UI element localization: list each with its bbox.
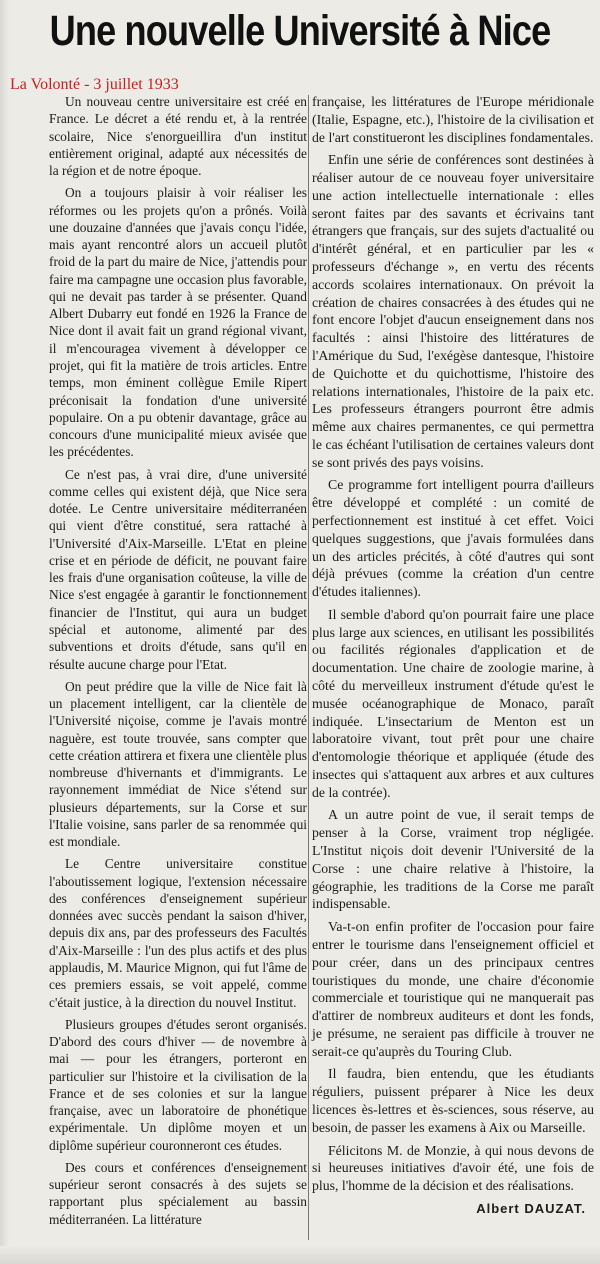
paragraph: On a toujours plaisir à voir réaliser les réformes ou les projets qu'on a prônés. Voilà une douzaine d'années que j'avais conçu l'idée, mais ayant rencontré alors un accueil plutôt froid de la part du maire de Nice, j'attendis pour faire ma campagne une occasion plus favorable, qui ne devait pas tarder à se présenter. Quand Albert Dubarry eut fondé en 1926 la France de Nice dont il avait fait un grand régional vivant, il m'encourageа vivement à développer ce projet, qui fit la matière de trois articles. Entre temps, mon éminent collègue Emile Ripert préconisait la fondation d'une université populaire. On a pu obtenir davantage, grâce au concours d'une municipalité mieux avisée que les précédentes. [49, 185, 307, 460]
paragraph: Ce n'est pas, à vrai dire, d'une université comme celles qui existent déjà, que Nice sera dotée. Le Centre universitaire méditerranéen qui vient d'être constitué, sera rattaché à l'Université d'Aix-Marseille. L'Etat en pleine crise et en période de déficit, ne pouvant faire les frais d'une organisation coûteuse, la ville de Nice s'est engagée à garantir le fonctionnement financier de l'Institut, qui aura un budget spécial et autonome, alimenté par des subventions et droits d'étude, sans qu'il en résulte aucune charge pour l'Etat. [49, 466, 307, 672]
paragraph: On peut prédire que la ville de Nice fait là un placement intelligent, car la clientèle de l'Université niçoise, comme je l'avais montré naguère, est toute trouvée, sans compter que cette création attirera et fixera une clientèle plus nombreuse d'hivernants et d'immigrants. Le rayonnement immédiat de Nice s'étend sur plusieurs départements, sur la Corse et sur l'Italie voisine, sans parler de sa renommée qui est mondiale. [49, 678, 307, 850]
right-column [312, 93, 594, 1218]
paragraph: Va-t-on enfin profiter de l'occasion pour faire entrer le tourisme dans l'enseignement officiel et pour créer, dans un des principaux centres touristiques du monde, une chaire d'économie commerciale et touristique qui ne manquerait pas d'attirer de nombreux auditeurs et dont les fonds, je présume, ne seraient pas difficile à trouver ne serait-ce qu'auprès du Touring Club. [312, 919, 594, 1059]
headline: Une nouvelle Université à Nice [49, 7, 551, 55]
paragraph: Le Centre universitaire constitue l'aboutissement logique, l'extension nécessaire des conférences d'enseignement supérieur données avec succès pendant la saison d'hiver, depuis dix ans, par des professeurs des Facultés d'Aix-Marseille : l'un des plus actifs et des plus applaudis, M. Maurice Mignon, qui fut l'âme de ces premiers essais, se voit appelé, comme c'était justice, à la direction du nouvel Institut. [49, 856, 307, 1010]
paragraph: Il semble d'abord qu'on pourrait faire une place plus large aux sciences, en utilisant les possibilités ou facilités régionales d'application et de documentation. Une chaire de zoologie marine, à côté du merveilleux instrument d'étude qu'est le musée océanographique de Monaco, paraît indiquée. L'insectarium de Menton est un laboratoire vivant, tout prêt pour une chaire d'entomologie théorique et appliquée (étude des insectes qui s'attaquent aux arbres et aux cultures de la contrée). [312, 606, 594, 800]
paragraph: Des cours et conférences d'enseignement supérieur seront consacrés à des sujets se rapportant plus spécialement au bassin méditerranéen. La littérature [49, 1159, 307, 1227]
paragraph: française, les littératures de l'Europe méridionale (Italie, Espagne, etc.), l'histoire de la civilisation et de l'art constitueront les disciplines fondamentales. [312, 94, 594, 145]
paragraph: Félicitons M. de Monzie, à qui nous devons de si heureuses initiatives d'avoir été, une fois de plus, l'homme de la décision et des réalisations. [312, 1142, 594, 1194]
author-signature: Albert DAUZAT. [476, 1200, 586, 1216]
source-note: La Volonté - 3 juillet 1933 [10, 76, 179, 93]
clipping-bottom-edge [0, 1246, 600, 1264]
paragraph: Plusieurs groupes d'études seront organisés. D'abord des cours d'hiver — de novembre à mai — pour les étrangers, porteront en particulier sur l'histoire et la civilisation de la France et de ses colonies et sur la langue française, avec un laboratoire de phonétique expérimentale. Un diplôme moyen et un diplôme supérieur couronneront ces études. [49, 1016, 307, 1153]
column-rule [308, 95, 309, 1240]
paragraph: Enfin une série de conférences sont destinées à réaliser autour de ce nouveau foyer universitaire une action intellectuelle internationale : elles seront faites par des savants et écrivains tant étrangers que français, sur des sujets d'actualité ou d'intérêt général, et en particulier par les « professeurs d'échange », en vertu des récents accords scolaires internationaux. On prévoit la création de chaires consacrées à des études qui ne font encore l'objet d'aucun enseignement dans nos facultés : ainsi l'histoire des littératures de l'Amérique du Sud, l'exégèse dantesque, l'histoire de Quichotte et du quichottisme, l'histoire des relations internationales, l'histoire de la paix etc. Les professeurs étrangers pourront être admis même aux chaires permanentes, ce qui permettra le cas échéant l'utilisation de certaines valeurs dont se sont privés des pays voisins. [312, 152, 594, 470]
paragraph: Ce programme fort intelligent pourra d'ailleurs être développé et complété : un comité de perfectionnement est institué à cet effet. Voici quelques suggestions, que j'avais formulées dans un des articles précités, à côté d'autres qui sont déjà prévues (comme la création d'un centre d'études italiennes). [312, 477, 594, 600]
paragraph: Il faudra, bien entendu, que les étudiants réguliers, puissent préparer à Nice les deux licences ès-lettres et ès-sciences, sous réserve, au besoin, de passer les examens à Aix ou Marseille. [312, 1066, 594, 1135]
paragraph: Un nouveau centre universitaire est créé en France. Le décret a été rendu et, à la rentrée scolaire, Nice s'enorgueillira d'un institut entièrement original, adapté aux nécessités de la région et de notre époque. [49, 94, 307, 179]
left-column [49, 93, 307, 1233]
paragraph: A un autre point de vue, il serait temps de penser à la Corse, vraiment trop négligée. L'Institut niçois doit devenir l'Université de la Corse : une chaire relative à l'histoire, la géographie, les traditions de la Corse me paraît indispensable. [312, 807, 594, 912]
